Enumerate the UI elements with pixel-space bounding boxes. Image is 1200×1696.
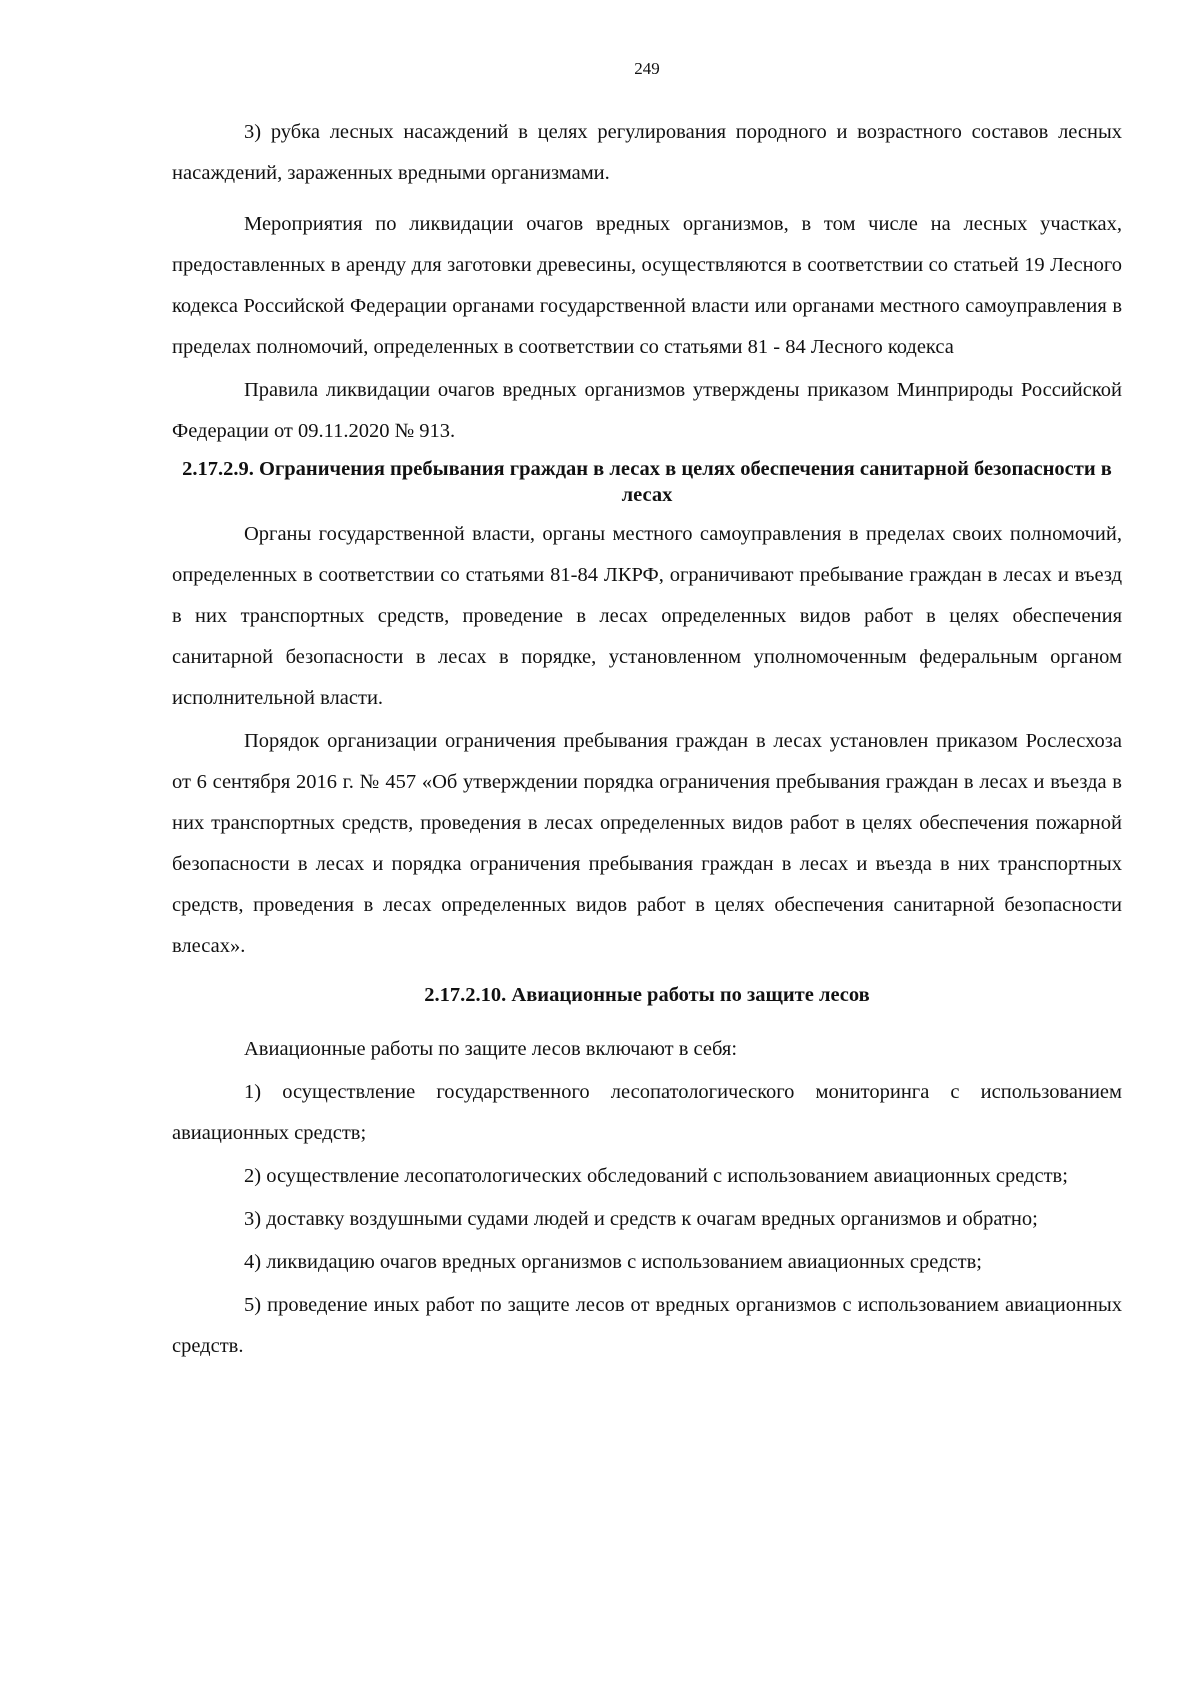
document-body (172, 112, 1122, 1367)
list-item-delivery: 3) доставку воздушными судами людей и средств к очагам вредных организмов и обратно; (244, 1208, 1038, 1230)
list-item-monitoring: 1) осуществление государственного лесопатологического мониторинга с использованием авиационных средств; (172, 1081, 1122, 1144)
list-item-surveys: 2) осуществление лесопатологических обследований с использованием авиационных средств; (244, 1165, 1068, 1187)
list-item-liquidation: 4) ликвидацию очагов вредных организмов с использованием авиационных средств; (244, 1251, 982, 1273)
paragraph-felling: 3) рубка лесных насаждений в целях регулирования породного и возрастного составов лесных насаждений, зараженных вредными организмами. (172, 121, 1122, 184)
paragraph-authorities: Органы государственной власти, органы местного самоуправления в пределах своих полномочий, определенных в соответствии со статьями 81-84 ЛКРФ, ограничивают пребывание граждан в лесах и въезд в них транспортных средств, проведение в лесах определенных видов работ в целях обеспечения санитарной безопасности в лесах в порядке, установленном уполномоченным федеральным органом исполнительной власти. (172, 523, 1122, 709)
paragraph-liquidation-rules: Правила ликвидации очагов вредных организмов утверждены приказом Минприроды Российской Федерации от 09.11.2020 № 913. (172, 379, 1122, 442)
list-item-other-works: 5) проведение иных работ по защите лесов от вредных организмов с использованием авиационных средств. (172, 1294, 1122, 1357)
section-heading-aviation: 2.17.2.10. Авиационные работы по защите лесов (424, 984, 870, 1006)
paragraph-aviation-intro: Авиационные работы по защите лесов включают в себя: (244, 1038, 738, 1060)
paragraph-liquidation-measures: Мероприятия по ликвидации очагов вредных организмов, в том числе на лесных участках, предоставленных в аренду для заготовки древесины, осуществляются в соответствии со статьей 19 Лесного кодекса Российской Федерации органами государственной власти или органами местного самоуправления в пределах полномочий, определенных в соответствии со статьями 81 - 84 Лесного кодекса (172, 213, 1122, 358)
page-number: 249 (634, 59, 660, 78)
section-heading-restrictions: 2.17.2.9. Ограничения пребывания граждан в лесах в целях обеспечения санитарной безопасности в лесах (182, 458, 1112, 506)
paragraph-restriction-order: Порядок организации ограничения пребывания граждан в лесах установлен приказом Рослесхоза от 6 сентября 2016 г. № 457 «Об утверждении порядка ограничения пребывания граждан в лесах и въезда в них транспортных средств, проведения в лесах определенных видов работ в целях обеспечения пожарной безопасности в лесах и порядка ограничения пребывания граждан в лесах и въезда в них транспортных средств, проведения в лесах определенных видов работ в целях обеспечения санитарной безопасности влесах». (172, 730, 1122, 957)
